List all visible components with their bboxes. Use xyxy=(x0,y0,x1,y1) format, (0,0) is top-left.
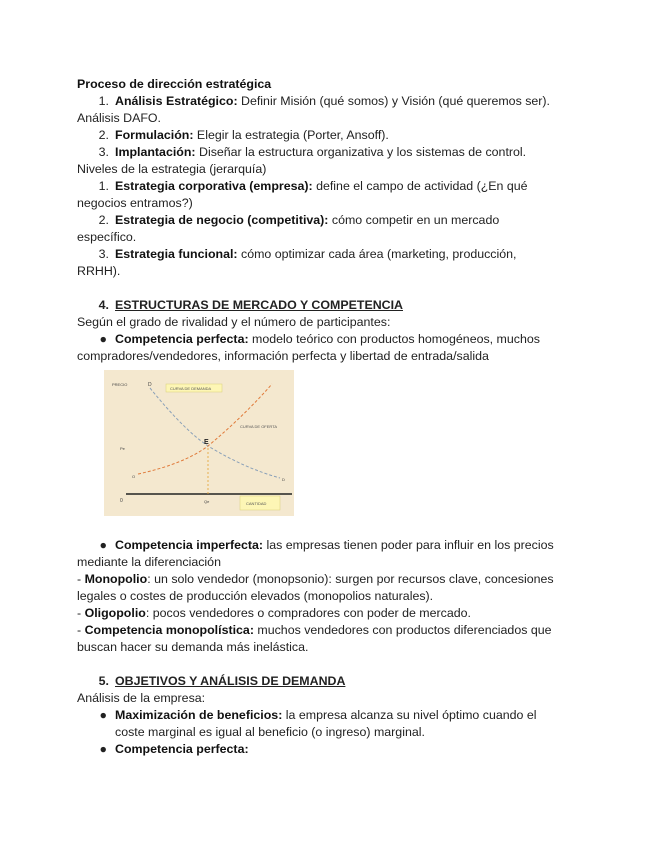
bullet-term: Competencia imperfecta: xyxy=(115,538,264,552)
section-title: Proceso de dirección estratégica xyxy=(77,77,272,91)
list-number: 3. xyxy=(98,247,109,261)
list-text: Diseñar la estructura organizativa y los sistemas de control. xyxy=(195,145,527,159)
section-heading-text: OBJETIVOS Y ANÁLISIS DE DEMANDA xyxy=(115,674,346,688)
bullet-item xyxy=(77,741,577,758)
supply-demand-figure xyxy=(104,370,294,516)
bullet-term: Competencia perfecta: xyxy=(115,332,249,346)
section-number: 4. xyxy=(98,298,109,312)
list-term: Formulación: xyxy=(115,128,194,142)
list-term: Implantación: xyxy=(115,145,196,159)
bullet-continuation: mediante la diferenciación xyxy=(77,555,221,569)
list-item xyxy=(77,178,577,195)
bullet-text: la empresa alcanza su nivel óptimo cuando el xyxy=(282,708,537,722)
bullet-icon: ● xyxy=(99,332,107,346)
qe-label: Qe xyxy=(204,499,210,504)
bullet-item xyxy=(77,707,577,724)
list-item-continuation: RRHH). xyxy=(77,264,121,278)
paragraph: - Competencia monopolística: muchos vendedores con productos diferenciados que xyxy=(77,623,552,637)
list-term: Estrategia corporativa (empresa): xyxy=(115,179,313,193)
term: Competencia monopolística: xyxy=(84,623,254,637)
paragraph-continuation: buscan hacer su demanda más inelástica. xyxy=(77,640,309,654)
quantity-label: CANTIDAD xyxy=(246,501,267,506)
section-heading xyxy=(77,673,577,690)
bullet-text: modelo teórico con productos homogéneos, muchos xyxy=(248,332,540,346)
list-text: cómo competir en un mercado xyxy=(328,213,500,227)
equilibrium-label: E xyxy=(204,439,209,446)
paragraph: Según el grado de rivalidad y el número de participantes: xyxy=(77,315,391,329)
bullet-icon: ● xyxy=(99,708,107,722)
bullet-item xyxy=(77,537,577,554)
list-number: 1. xyxy=(98,94,109,108)
list-item xyxy=(77,93,577,110)
supply-curve-label: CURVA DE OFERTA xyxy=(240,424,278,429)
list-term: Análisis Estratégico: xyxy=(115,94,238,108)
demand-curve-label: CURVA DE DEMANDA xyxy=(170,386,212,391)
paragraph-continuation: legales o costes de producción elevados (monopolios naturales). xyxy=(77,589,434,603)
list-item xyxy=(77,212,577,229)
pe-label: Pe xyxy=(120,446,125,451)
list-item-continuation: específico. xyxy=(77,230,137,244)
axis-label-precio: PRECIO xyxy=(112,382,128,387)
origin-label: 0 xyxy=(120,498,123,504)
bullet-text: las empresas tienen poder para influir en los precios xyxy=(263,538,554,552)
list-item-continuation: negocios entramos?) xyxy=(77,196,193,210)
list-number: 3. xyxy=(98,145,109,159)
section-heading-text: ESTRUCTURAS DE MERCADO Y COMPETENCIA xyxy=(115,298,403,312)
demand-d-label: D xyxy=(148,382,152,388)
bullet-item xyxy=(77,331,577,348)
demand-d-end-label: D xyxy=(282,477,285,482)
demand-curve xyxy=(150,388,280,478)
list-text: cómo optimizar cada área (marketing, producción, xyxy=(237,247,517,261)
list-number: 2. xyxy=(98,213,109,227)
list-number: 2. xyxy=(98,128,109,142)
supply-o-label: O xyxy=(132,474,136,479)
list-term: Estrategia funcional: xyxy=(115,247,238,261)
bullet-icon: ● xyxy=(99,538,107,552)
paragraph: Análisis de la empresa: xyxy=(77,691,206,705)
list-text: Definir Misión (qué somos) y Visión (qué queremos ser). xyxy=(237,94,550,108)
section-heading xyxy=(77,297,577,314)
list-text: define el campo de actividad (¿En qué xyxy=(312,179,528,193)
list-item xyxy=(77,144,577,161)
bullet-continuation: coste marginal es igual al beneficio (o ingreso) marginal. xyxy=(115,725,425,739)
list-number: 1. xyxy=(98,179,109,193)
term: Monopolio xyxy=(84,572,148,586)
paragraph: - Monopolio: un solo vendedor (monopsonio): surgen por recursos clave, concesiones xyxy=(77,572,554,586)
term: Oligopolio xyxy=(84,606,146,620)
list-item-continuation: Análisis DAFO. xyxy=(77,111,161,125)
subsection-title: Niveles de la estrategia (jerarquía) xyxy=(77,162,267,176)
supply-demand-diagram xyxy=(104,370,294,516)
list-item xyxy=(77,127,577,144)
paragraph: - Oligopolio: pocos vendedores o compradores con poder de mercado. xyxy=(77,606,471,620)
list-text: Elegir la estrategia (Porter, Ansoff). xyxy=(193,128,389,142)
bullet-term: Maximización de beneficios: xyxy=(115,708,283,722)
section-number: 5. xyxy=(98,674,109,688)
bullet-continuation: compradores/vendedores, información perfecta y libertad de entrada/salida xyxy=(77,349,489,363)
list-term: Estrategia de negocio (competitiva): xyxy=(115,213,329,227)
bullet-term: Competencia perfecta: xyxy=(115,742,249,756)
bullet-icon: ● xyxy=(99,742,107,756)
list-item xyxy=(77,246,577,263)
